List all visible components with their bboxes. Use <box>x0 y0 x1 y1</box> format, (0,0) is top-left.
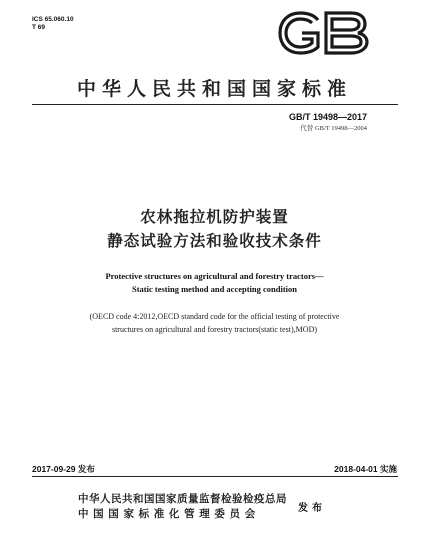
replaces-standard: 代替 GB/T 19498—2004 <box>300 125 367 132</box>
header-divider <box>32 104 398 105</box>
ics-code: ICS 65.060.10 <box>32 16 74 23</box>
gb-logo-icon <box>276 11 371 55</box>
issue-label: 发布 <box>298 503 326 514</box>
implementation-date: 2018-04-01 实施 <box>334 464 397 474</box>
footer-divider <box>32 476 398 477</box>
standard-number: GB/T 19498—2017 <box>288 112 367 122</box>
ccs-code: T 69 <box>32 24 46 31</box>
classification-codes <box>32 16 74 32</box>
title-zh-line-2: 静态试验方法和验收技术条件 <box>107 232 322 250</box>
title-zh-line-1: 农林拖拉机防护装置 <box>140 208 289 226</box>
oecd-note-line-1: (OECD code 4:2012,OECD standard code for the official testing of protective <box>89 312 340 321</box>
issuer-line-1: 中华人民共和国国家质量监督检验检疫总局 <box>78 493 287 505</box>
issue-date: 2017-09-29 发布 <box>32 464 95 474</box>
title-en-line-1: Protective structures on agricultural and forestry tractors— <box>105 271 324 281</box>
oecd-note-line-2: structures on agricultural and forestry tractors(static test),MOD) <box>111 325 318 334</box>
national-standard-title: 中华人民共和国国家标准 <box>76 78 352 100</box>
issuer-line-2: 中 国 国 家 标 准 化 管 理 委 员 会 <box>78 508 256 520</box>
logo-text: GB <box>323 37 325 38</box>
title-en-line-2: Static testing method and accepting condition <box>131 284 298 294</box>
